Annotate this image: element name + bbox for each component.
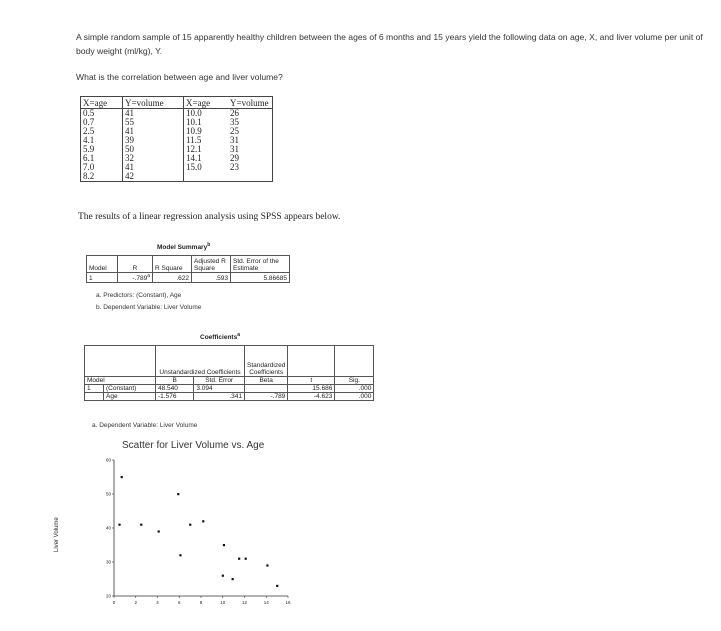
raw-cell: 41 <box>125 162 134 172</box>
raw-cell <box>184 172 229 182</box>
raw-cell: 8.2 <box>81 172 123 182</box>
raw-header-x2: X=age <box>184 97 229 109</box>
scatter-point <box>238 558 240 560</box>
coef-term-constant: (Constant) <box>104 385 156 393</box>
coef-se-constant: 3.094 <box>194 385 245 393</box>
raw-header-y1: Y=volume <box>123 97 184 109</box>
raw-header-y2: Y=volume <box>228 97 273 109</box>
coef-header-beta: Beta <box>245 377 288 385</box>
scatter-point <box>118 524 120 526</box>
raw-cell: 0.5 <box>81 109 123 119</box>
scatter-point <box>179 554 181 556</box>
raw-cell: 29 <box>230 153 239 163</box>
model-summary-table <box>86 255 290 283</box>
raw-row <box>81 163 273 172</box>
ms-model: 1 <box>87 273 118 283</box>
raw-cell: 2.5 <box>81 127 123 136</box>
model-summary-row <box>87 273 290 283</box>
raw-row <box>81 136 273 145</box>
x-tick-label: 2 <box>134 600 138 605</box>
ms-std-error: 5.86685 <box>231 273 290 283</box>
x-tick-label: 16 <box>285 600 291 605</box>
ms-note-a: a. Predictors: (Constant), Age <box>96 292 182 299</box>
scatter-plot <box>76 452 316 612</box>
raw-table-body <box>81 109 273 182</box>
ms-adj-rsquare: .593 <box>192 273 231 283</box>
coef-group-row <box>85 346 374 377</box>
coef-t-constant: 15.686 <box>288 385 335 393</box>
raw-header-x1: X=age <box>81 97 123 109</box>
coef-se-age: .341 <box>194 393 245 401</box>
raw-cell: 6.1 <box>81 154 123 163</box>
coef-header-b: B <box>156 377 194 385</box>
coef-model-number: 1 <box>85 385 104 393</box>
x-tick-label: 10 <box>220 600 226 605</box>
coef-header-t: t <box>288 377 335 385</box>
coef-header-model: Model <box>85 377 156 385</box>
raw-row <box>81 118 273 127</box>
x-tick-label: 6 <box>177 600 181 605</box>
question-ask: What is the correlation between age and liver volume? <box>76 72 283 82</box>
y-tick-label: 50 <box>105 491 111 497</box>
ms-header-r: R <box>118 256 153 273</box>
raw-cell: 15.0 <box>184 163 229 172</box>
raw-cell: 7.0 <box>81 163 123 172</box>
scatter-point <box>177 493 179 495</box>
raw-row <box>81 172 273 182</box>
raw-cell: 0.7 <box>81 118 123 127</box>
raw-row <box>81 154 273 163</box>
scatter-point <box>266 564 268 566</box>
scatter-point <box>232 578 234 580</box>
x-tick-label: 8 <box>199 600 203 605</box>
coef-group-std: Standardized Coefficients <box>245 346 288 377</box>
coefficients-table <box>84 345 374 401</box>
scatter-point <box>222 575 224 577</box>
raw-cell: 10.9 <box>184 127 229 136</box>
ms-r: -.789$^a$ <box>118 273 153 283</box>
raw-cell: 42 <box>125 171 134 181</box>
coef-b-age: -1.576 <box>156 393 194 401</box>
ms-header-adj-rsquare: Adjusted R Square <box>192 256 231 273</box>
raw-cell: 32 <box>125 153 134 163</box>
scatter-point <box>223 544 225 546</box>
model-summary-title: Model Summary$^b$ <box>157 242 211 252</box>
raw-cell: 4.1 <box>81 136 123 145</box>
y-tick-label: 60 <box>105 457 111 463</box>
ms-header-model: Model <box>87 256 118 273</box>
x-tick-label: 4 <box>156 600 159 605</box>
x-tick-label: 0 <box>112 600 116 605</box>
coef-note: a. Dependent Variable: Liver Volume <box>92 422 198 429</box>
raw-cell: 31 <box>230 144 239 154</box>
coef-header-std-error: Std. Error <box>194 377 245 385</box>
raw-cell: 12.1 <box>184 145 229 154</box>
raw-cell: 26 <box>230 108 239 118</box>
coef-beta-constant <box>245 385 288 393</box>
scatter-point <box>276 585 278 587</box>
ms-header-std-error: Std. Error of the Estimate <box>231 256 290 273</box>
scatter-point <box>158 530 160 532</box>
ms-rsquare: .622 <box>153 273 192 283</box>
raw-cell: 5.9 <box>81 145 123 154</box>
coef-t-age: -4.623 <box>288 393 335 401</box>
y-tick-label: 30 <box>105 559 111 565</box>
ms-note-b: b. Dependent Variable: Liver Volume <box>96 304 202 311</box>
coef-header-row <box>85 377 374 385</box>
scatter-point <box>121 476 123 478</box>
raw-cell: 39 <box>125 135 134 145</box>
coef-sig-age: .000 <box>335 393 374 401</box>
raw-cell: 25 <box>230 126 239 136</box>
ms-header-rsquare: R Square <box>153 256 192 273</box>
coef-row-constant <box>85 385 374 393</box>
coef-sig-constant: .000 <box>335 385 374 393</box>
coef-row-age <box>85 393 374 401</box>
coef-b-constant: 48.540 <box>156 385 194 393</box>
scatter-point <box>202 520 204 522</box>
model-summary-header-row <box>87 256 290 273</box>
raw-cell: 55 <box>125 117 134 127</box>
y-tick-label: 20 <box>105 593 111 599</box>
raw-cell: 10.0 <box>184 109 229 119</box>
scatter-point <box>140 524 142 526</box>
coef-term-age: Age <box>104 393 156 401</box>
raw-cell: 41 <box>125 108 134 118</box>
raw-cell: 11.5 <box>184 136 229 145</box>
raw-data-table <box>80 96 273 182</box>
coef-header-sig: Sig. <box>335 377 374 385</box>
question-intro: A simple random sample of 15 apparently healthy children between the ages of 6 months and 15 years yield the following data on age, X, and liver volume per unit of body weight (ml/kg), Y. <box>76 32 703 56</box>
raw-cell: 23 <box>230 162 239 172</box>
raw-cell: 50 <box>125 144 134 154</box>
x-tick-label: 14 <box>263 600 269 605</box>
x-tick-label: 12 <box>241 600 248 605</box>
y-tick-label: 40 <box>105 525 111 531</box>
coef-group-unstd: Unstandardized Coefficients <box>156 346 245 377</box>
scatter-y-label: Liver Volume <box>54 517 60 552</box>
coefficients-title: Coefficients$^a$ <box>200 332 240 342</box>
raw-cell: 14.1 <box>184 154 229 163</box>
raw-header-row <box>81 97 273 109</box>
coef-beta-age: -.789 <box>245 393 288 401</box>
raw-cell: 31 <box>230 135 239 145</box>
scatter-point <box>189 524 191 526</box>
scatter-point <box>245 558 247 560</box>
regression-sentence: The results of a linear regression analysis using SPSS appears below. <box>78 212 341 222</box>
raw-row <box>81 145 273 154</box>
raw-cell: 35 <box>230 117 239 127</box>
raw-row <box>81 127 273 136</box>
scatter-title: Scatter for Liver Volume vs. Age <box>122 440 265 451</box>
raw-row <box>81 109 273 119</box>
raw-cell: 41 <box>125 126 134 136</box>
raw-cell: 10.1 <box>184 118 229 127</box>
raw-cell <box>228 172 273 182</box>
